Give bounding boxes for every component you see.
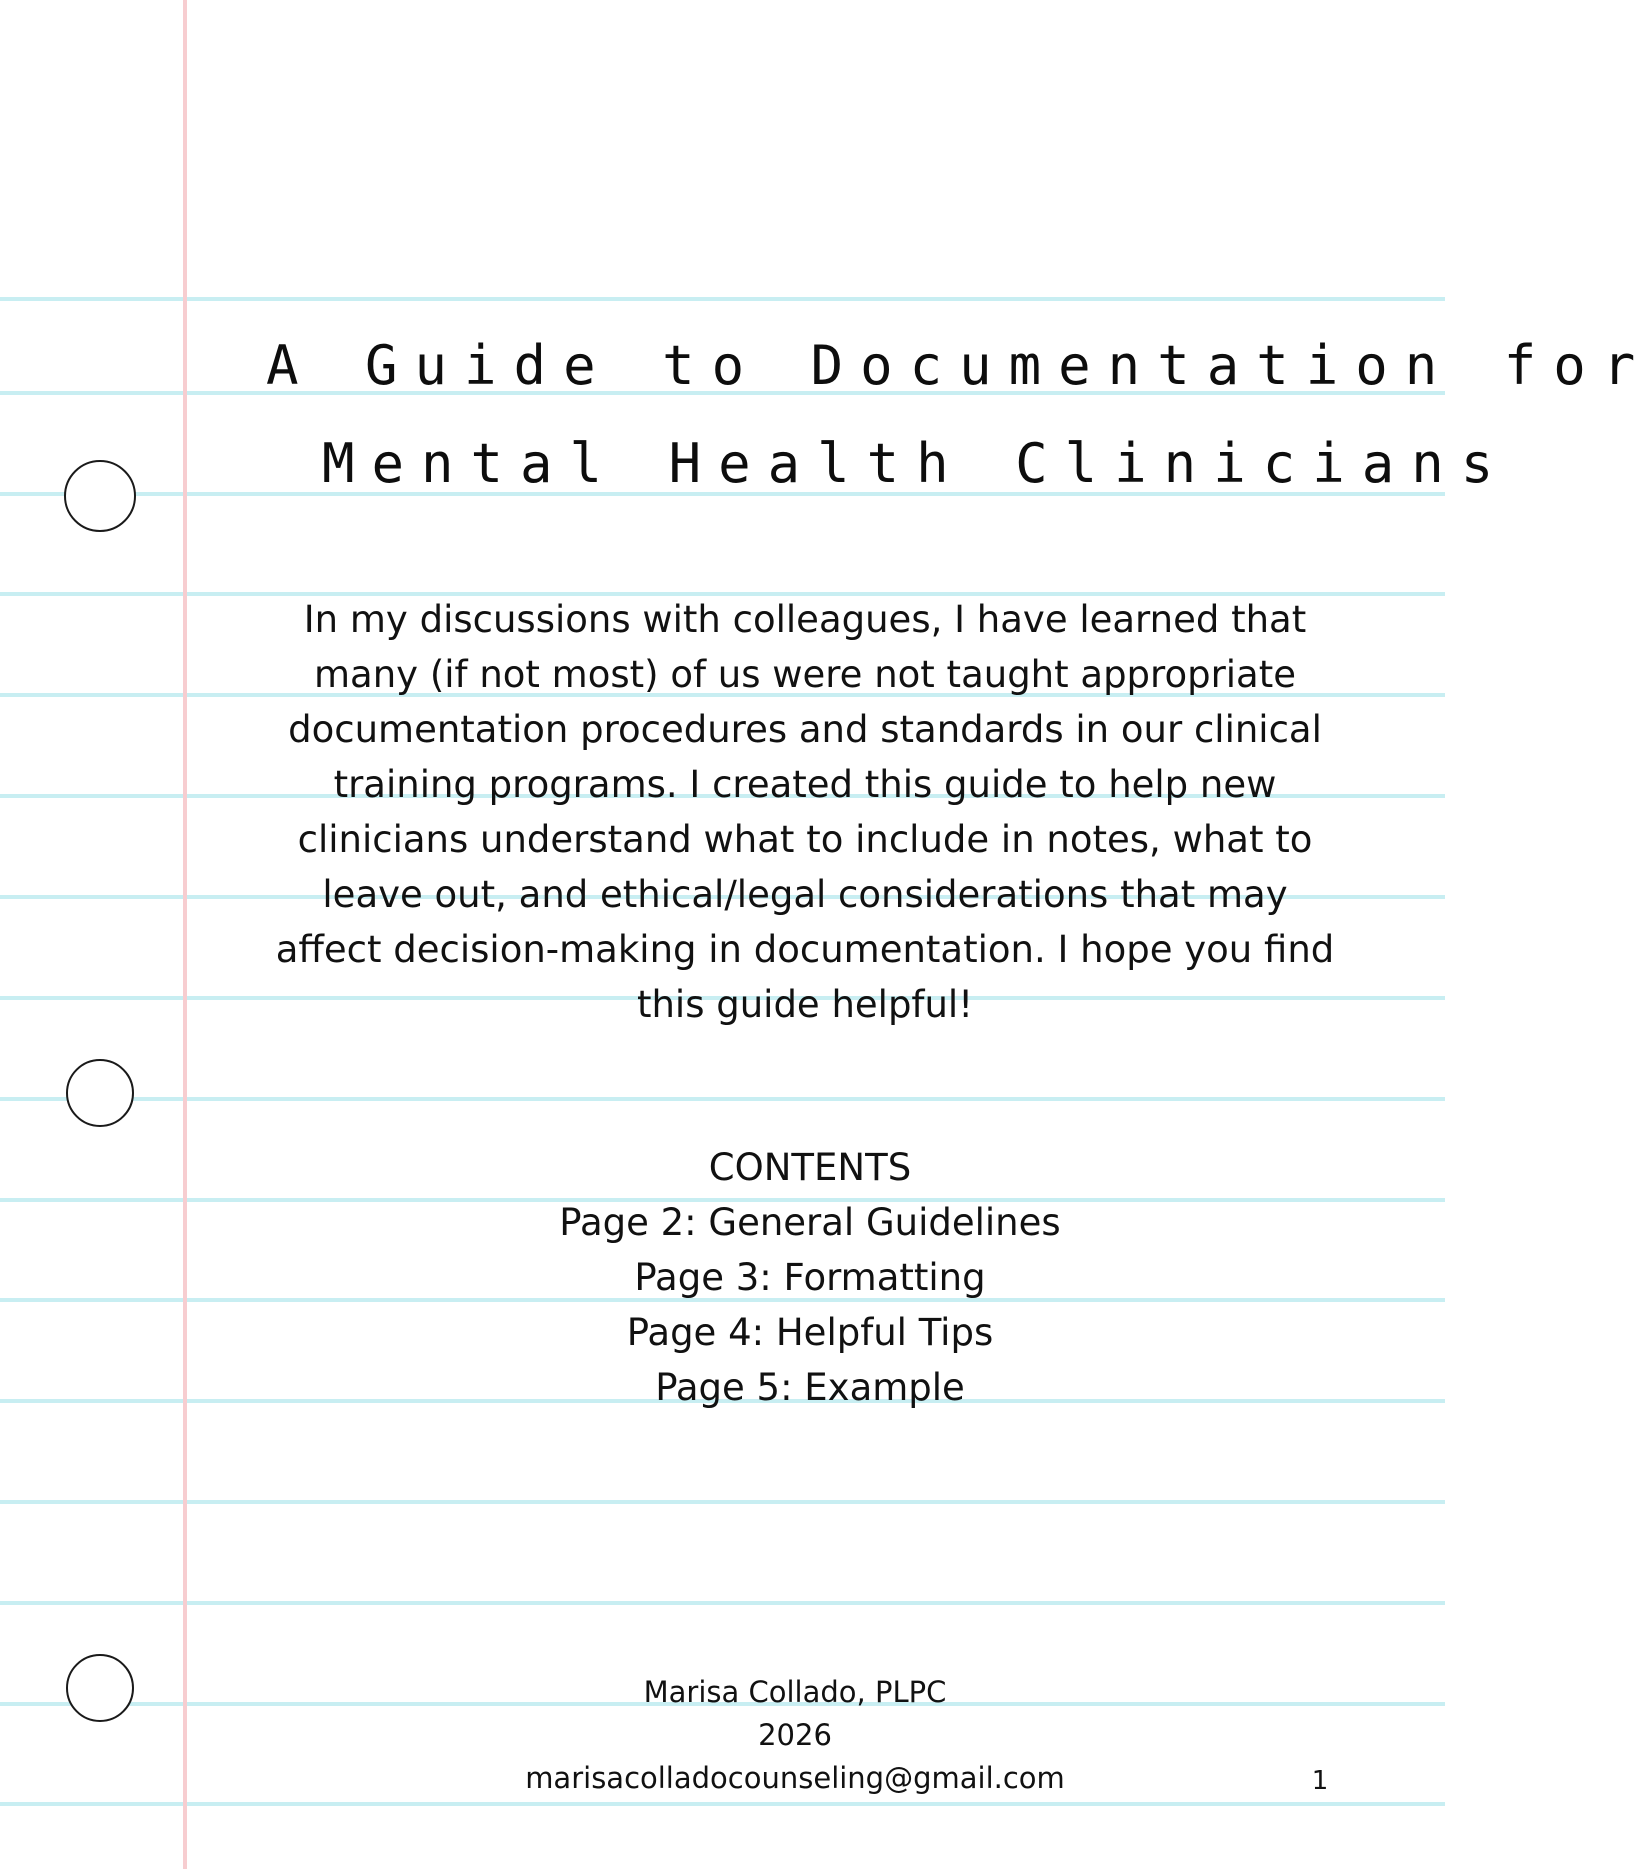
binder-hole-icon	[66, 1059, 134, 1127]
author-footer	[445, 1671, 1145, 1800]
ruled-line	[0, 1802, 1445, 1806]
contents-item: Page 4: Helpful Tips	[626, 1311, 994, 1354]
author-email: marisacolladocounseling@gmail.com	[525, 1761, 1065, 1795]
ruled-line	[0, 1500, 1445, 1504]
binder-hole-icon	[64, 460, 136, 532]
intro-paragraph: In my discussions with colleagues, I have learned that many (if not most) of us were not taught appropriate documentation procedures and standards in our clinical training programs. I created this guide to help new clinicians understand what to include in notes, what to leave out, and ethical/legal considerations that may affect decision-making in documentation. I hope you find this guide helpful!	[275, 598, 1335, 1026]
margin-line	[183, 0, 187, 1869]
contents-item: Page 3: Formatting	[634, 1256, 986, 1299]
ruled-line	[0, 297, 1445, 301]
contents-item: Page 5: Example	[655, 1366, 965, 1409]
author-name: Marisa Collado, PLPC	[643, 1675, 947, 1709]
contents-item: Page 2: General Guidelines	[559, 1201, 1061, 1244]
page-number: 1	[1311, 1766, 1329, 1796]
contents-heading: CONTENTS	[708, 1146, 912, 1189]
ruled-line	[0, 1601, 1445, 1605]
binder-hole-icon	[66, 1654, 134, 1722]
ruled-line	[0, 1097, 1445, 1101]
title-line-1: A Guide to Documentation for	[266, 334, 1652, 397]
title-line-2: Mental Health Clinicians	[322, 432, 1511, 495]
publication-year: 2026	[758, 1718, 832, 1752]
table-of-contents	[400, 1140, 1220, 1415]
